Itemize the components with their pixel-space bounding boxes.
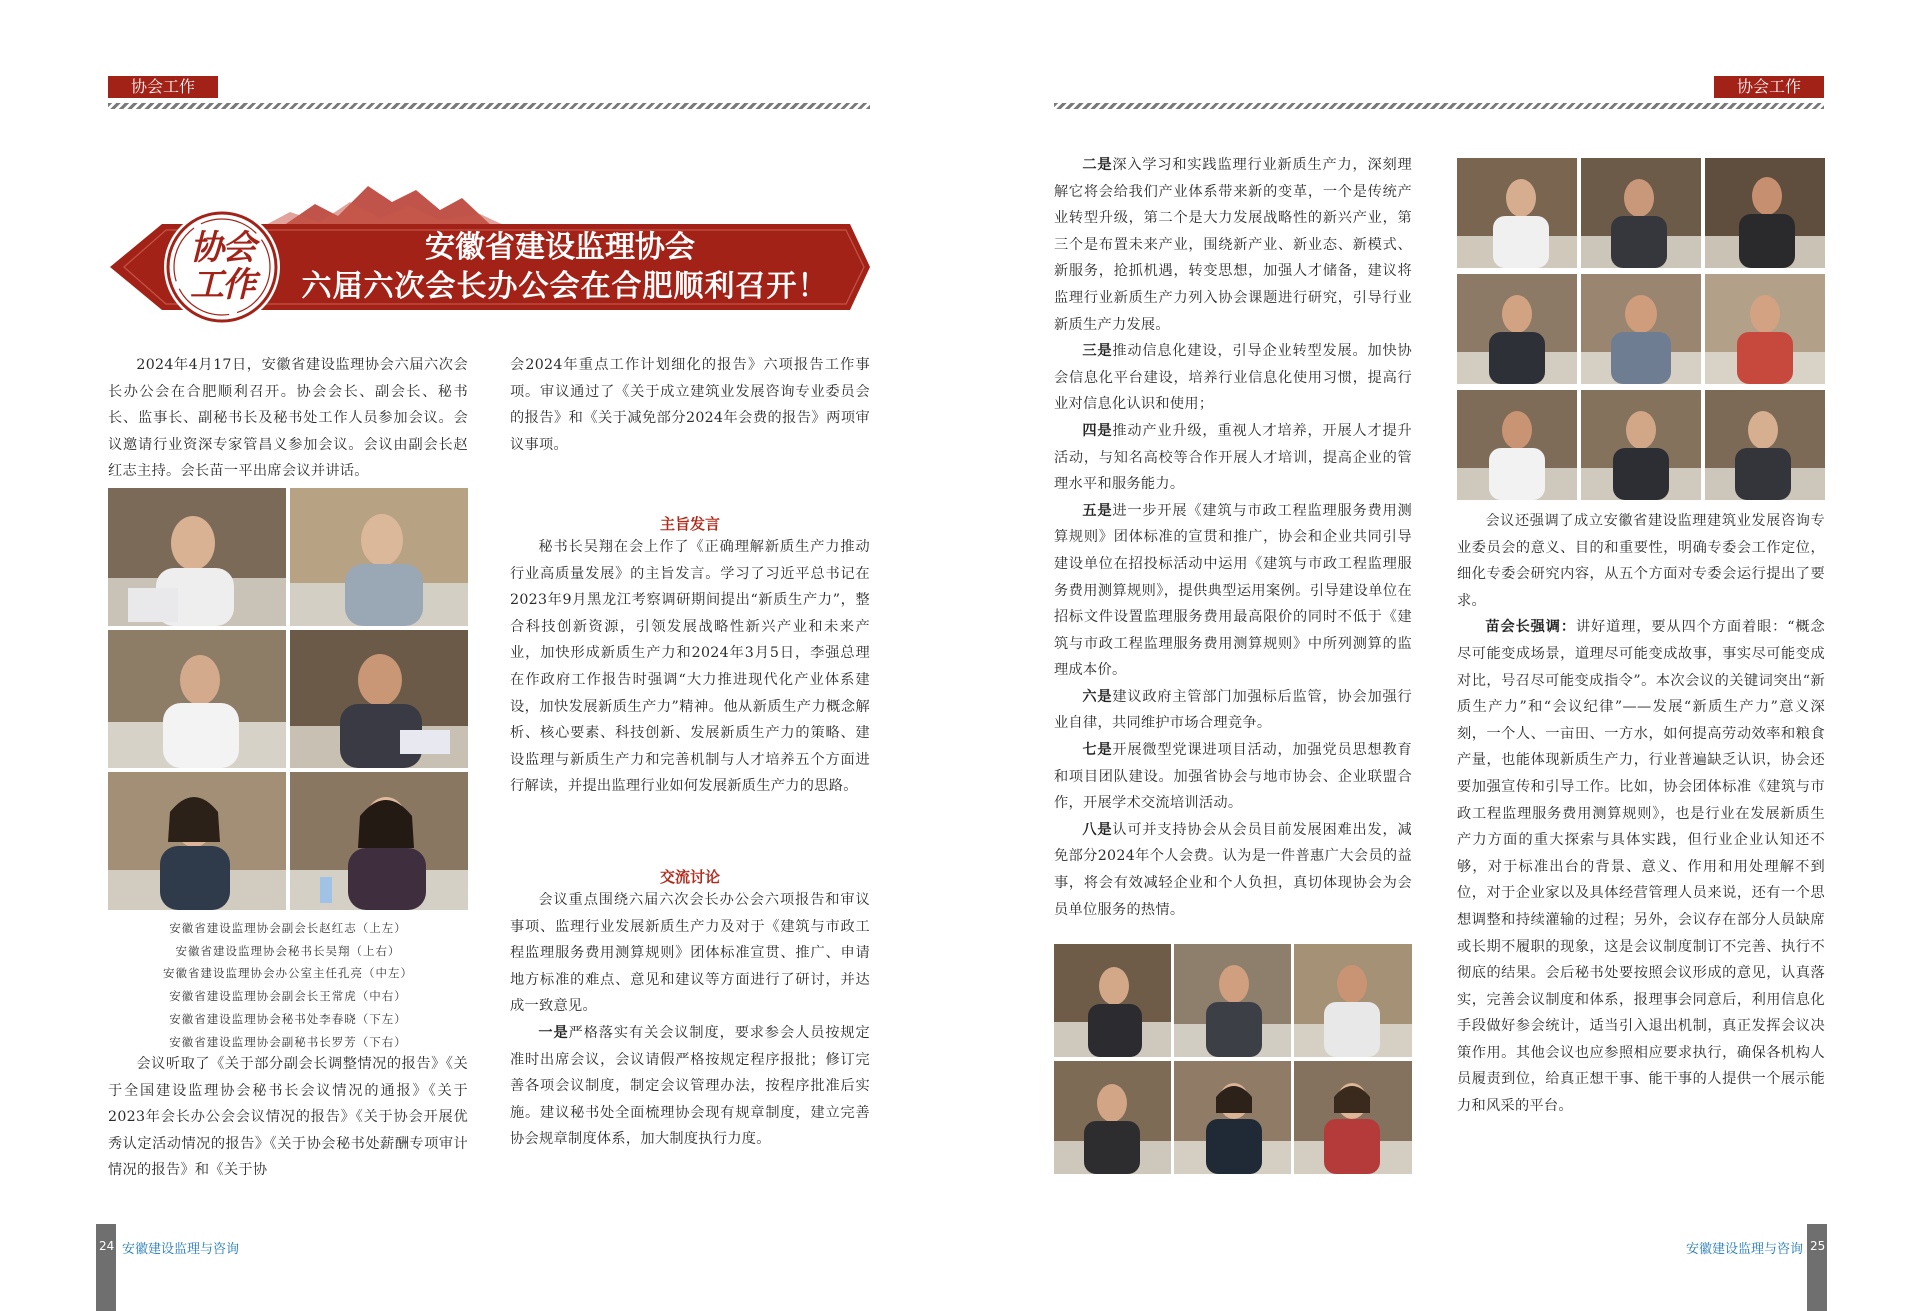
photo-grid-right [1457,158,1825,500]
footer-bar [1807,1224,1827,1311]
photo-captions [108,917,468,1053]
journal-name: 安徽建设监理与咨询 [122,1242,240,1257]
point-4: 四是推动产业升级，重视人才培养，开展人才提升活动，与知名高校等合作开展人才培训，提高企业的管理水平和服务能力。 [1054,422,1412,493]
heading-keynote: 主旨发言 [659,515,720,533]
keynote-paragraph: 秘书长吴翔在会上作了《正确理解新质生产力推动行业高质量发展》的主旨发言。学习了习近平总书记在2023年9月黑龙江考察调研期间提出“新质生产力”，整合科技创新资源，引领发展战略性新兴产业和未来产业，加快形成新质生产力和2024年3月5日，李强总理在作政府工作报告时强调“大力推进现代化产业体系建设，加快发展新质生产力”精神。他从新质生产力概念解析、核心要素、科技创新、发展新质生产力的策略、建设监理与新质生产力和完善机制与人才培养五个方面进行解读，并提出监理行业如何发展新质生产力的思路。 [510,539,870,795]
meeting-photo [1174,1061,1291,1174]
point-6: 六是建议政府主管部门加强标后监管，协会加强行业自律，共同维护市场合理竞争。 [1054,688,1412,732]
meeting-photo [1457,158,1577,268]
caption: 安徽省建设监理协会办公室主任孔亮（中左） [163,966,413,981]
caption: 安徽省建设监理协会副秘书长罗芳（下右） [169,1034,407,1049]
meeting-photo [1457,274,1577,384]
photo-secretary-general-wu [290,488,468,626]
hatched-divider [1054,103,1824,109]
meeting-photo [1705,390,1825,500]
meeting-photo [1705,274,1825,384]
point-5: 五是进一步开展《建筑与市政工程监理服务费用测算规则》团体标准的宣贯和推广，协会和企业共同引导建设单位在招投标活动中运用《建筑与市政工程监理服务费用测算规则》，提供典型运用案例。引导建设单位在招标文件设置监理服务费用最高限价的同时不低于《建筑与市政工程监理服务费用测算规则》中所列测算的监理成本价。 [1054,502,1412,679]
photo-deputy-secretary-luo [290,772,468,910]
caption: 安徽省建设监理协会秘书长吴翔（上右） [175,943,401,958]
president-paragraph: 苗会长强调：讲好道理，要从四个方面着眼：“概念尽可能变成场景，道理尽可能变成故事，事实尽可能变成对比，号召尽可能变成指令”。本次会议的关键词突出“新质生产力”和“会议纪律”——发展“新质生产力”意义深刻，一个人、一亩田、一方水，如何提高劳动效率和粮食产量，也能体现新质生产力，行业普遍缺乏认识，协会还要加强宣传和引导工作。比如，协会团体标准《建筑与市政工程监理服务费用测算规则》，也是行业在发展新质生产力方面的重大探索与具体实践，但行业企业认知还不够，对于标准出台的背景、意义、作用和用处理解不到位，对于企业家以及具体经营管理人员来说，还有一个思想调整和持续灌输的过程；另外，会议存在部分人员缺席或长期不履职的现象，这是会议制度制订不完善、执行不彻底的结果。会后秘书处要按照会议形成的意见，认真落实，完善会议制度和体系，报理事会同意后，利用信息化手段做好参会统计，适当引入退出机制，真正发挥会议决策作用。其他会议也应参照相应要求执行，确保各机构人员履责到位，给真正想干事、能干事的人提供一个展示能力和风采的平台。 [1457,619,1825,1115]
meeting-photo [1581,274,1701,384]
intro-paragraph: 2024年4月17日，安徽省建设监理协会六届六次会长办公会在合肥顺利召开。协会会长、副会长、秘书长、监事长、副秘书长及秘书处工作人员参加会议。会议邀请行业资深专家管昌义参加会议。会议由副会长赵红志主持。会长苗一平出席会议并讲话。 [108,357,468,480]
photo-grid-left [108,488,468,910]
title-banner [110,168,870,333]
heading-discussion: 交流讨论 [659,868,720,886]
article-title-line2: 六届六次会长办公会在合肥顺利召开！ [301,269,829,304]
article-title-line1: 安徽省建设监理协会 [425,230,695,265]
photo-vice-president-zhao [108,488,286,626]
section-tag: 协会工作 [108,76,218,98]
page-number: 24 [99,1239,115,1253]
meeting-photo [1054,1061,1171,1174]
journal-name: 安徽建设监理与咨询 [1686,1242,1804,1257]
point-8: 八是认可并支持协会从会员目前发展困难出发，减免部分2024年个人会费。认为是一件普惠广大会员的益事，将会有效减轻企业和个人负担，真切体现协会为会员单位服务的热情。 [1054,821,1412,918]
meeting-photo [1457,390,1577,500]
caption: 安徽省建设监理协会副会长赵红志（上左） [169,921,407,935]
meeting-photo [1705,158,1825,268]
right-page [960,0,1920,1311]
photo-secretariat-li [108,772,286,910]
point-7: 七是开展微型党课进项目活动，加强党员思想教育和项目团队建设。加强省协会与地市协会、企业联盟合作，开展学术交流培训活动。 [1054,742,1412,812]
footer-bar [96,1224,116,1311]
reports-paragraph-continued: 会2024年重点工作计划细化的报告》六项报告工作事项。审议通过了《关于成立建筑业发展咨询专业委员会的报告》和《关于减免部分2024年会费的报告》两项审议事项。 [510,357,870,453]
page-number: 25 [1810,1239,1826,1253]
seal-text: 协会工作 [190,228,254,305]
discussion-paragraph: 会议重点围绕六届六次会长办公会六项报告和审议事项、监理行业发展新质生产力及对于《建筑与市政工程监理服务费用测算规则》团体标准宣贯、推广、申请地方标准的难点、意见和建议等方面进行了研讨，并达成一致意见。 一是严格落实有关会议制度，要求参会人员按规定准时出席会议，会议请假严格按规定程序报批；修订完善各项会议制度，制定会议管理办法，按程序批准后实施。建议秘书处全面梳理协会现有规章制度，建立完善协会规章制度体系，加大制度执行力度。 [510,887,870,1153]
photo-office-director-kong [108,630,286,768]
caption: 安徽省建设监理协会秘书处李春晓（下左） [169,1011,407,1026]
meeting-photo [1174,944,1291,1057]
reports-paragraph-start: 会议听取了《关于部分副会长调整情况的报告》《关于全国建设监理协会秘书长会议情况的通报》《关于2023年会长办公会会议情况的报告》《关于协会开展优秀认定活动情况的报告》《关于协会秘书处薪酬专项审计情况的报告》和《关于协 [108,1056,468,1179]
meeting-photo [1294,1061,1412,1174]
point-3: 三是推动信息化建设，引导企业转型发展。加快协会信息化平台建设，培养行业信息化使用习惯，提高行业对信息化认识和使用； [1054,343,1412,413]
closing-column [1457,508,1825,1120]
section-tag: 协会工作 [1714,76,1824,98]
caption: 安徽省建设监理协会副会长王常虎（中右） [169,989,407,1004]
meeting-photo [1581,158,1701,268]
meeting-photo [1054,944,1171,1057]
photo-vice-president-wang [290,630,468,768]
points-column [1054,152,1412,923]
point-2: 二是深入学习和实践监理行业新质生产力，深刻理解它将会给我们产业体系带来新的变革，一个是传统产业转型升级，第二个是大力发展战略性的新兴产业，第三个是布置未来产业，围绕新产业、新业态、新模式、新服务，抢抓机遇，转变思想，加强人才储备，建议将监理行业新质生产力列入协会课题进行研究，引导行业新质生产力发展。 [1054,157,1412,333]
meeting-photo [1294,944,1412,1057]
hatched-divider [108,103,870,109]
meeting-photo [1581,390,1701,500]
point-1: 一是严格落实有关会议制度，要求参会人员按规定准时出席会议，会议请假严格按规定程序报批；修订完善各项会议制度，制定会议管理办法，按程序批准后实施。建议秘书处全面梳理协会现有规章制度，建立完善协会规章制度体系，加大制度执行力度。 [510,1024,870,1148]
committee-paragraph: 会议还强调了成立安徽省建设监理建筑业发展咨询专业委员会的意义、目的和重要性，明确专委会工作定位，细化专委会研究内容，从五个方面对专委会运行提出了要求。 [1457,513,1825,609]
photo-grid-bottom [1054,944,1412,1174]
